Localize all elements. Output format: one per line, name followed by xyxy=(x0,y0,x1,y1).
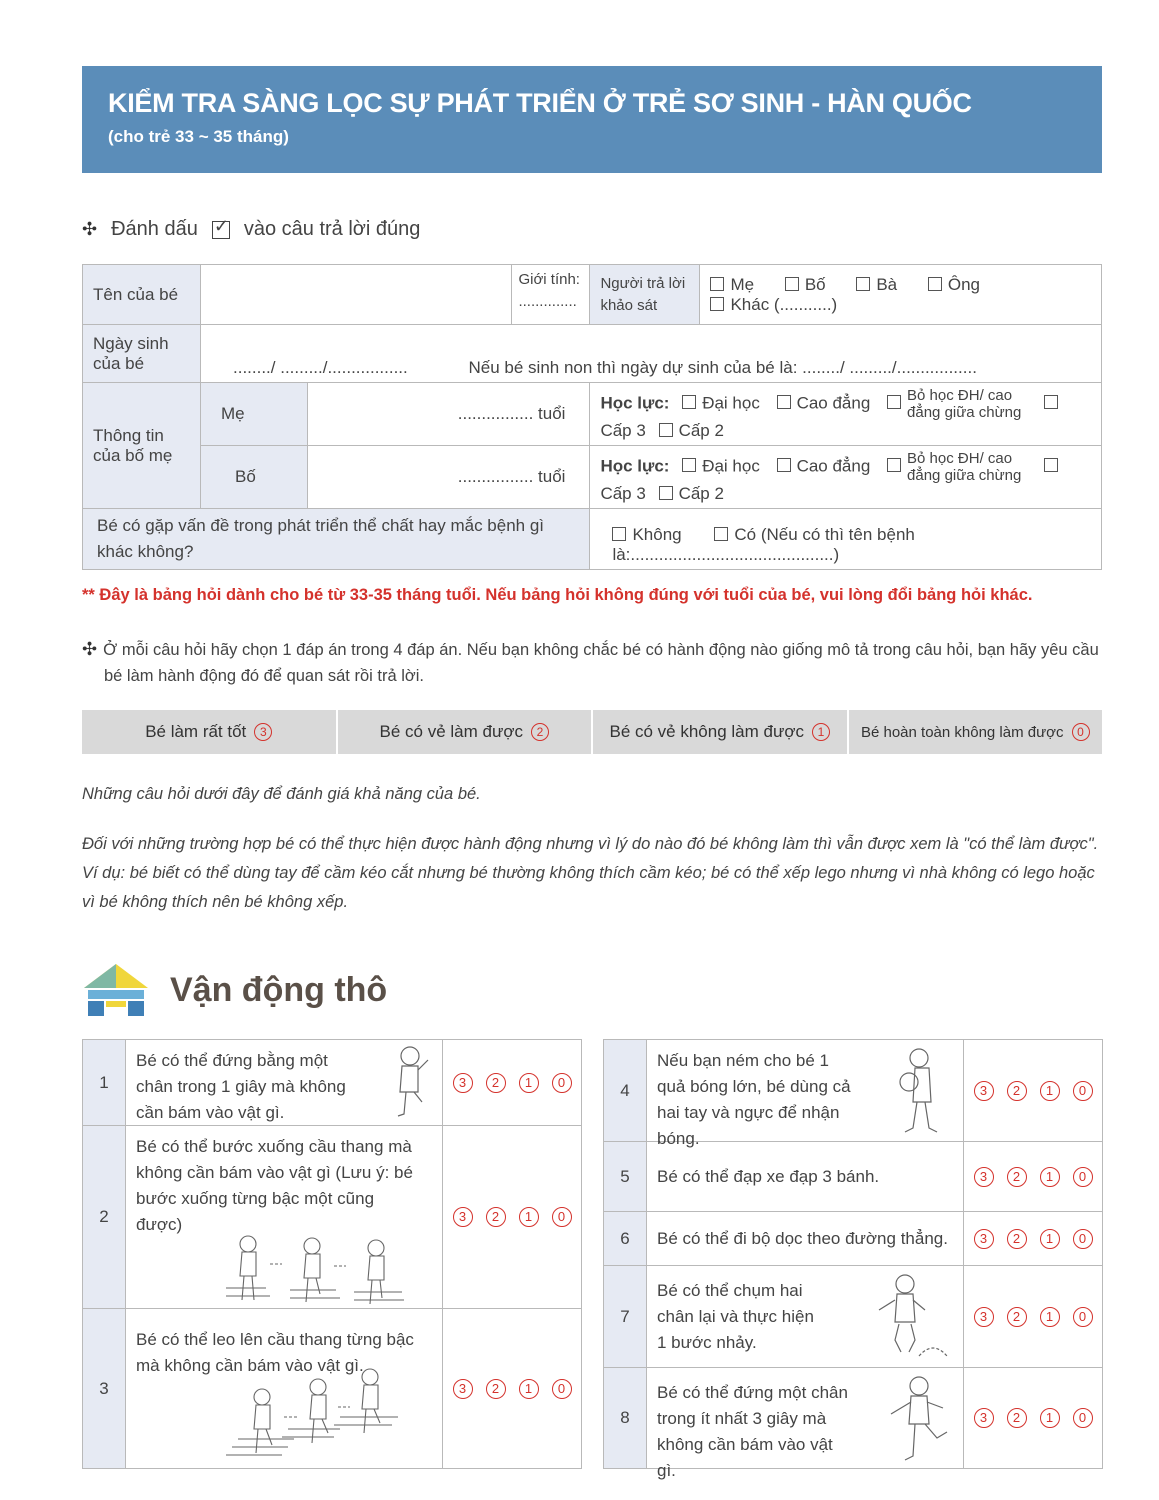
answer-3[interactable]: 3 xyxy=(974,1408,994,1428)
answer-2[interactable]: 2 xyxy=(1007,1167,1027,1187)
answer-options xyxy=(964,1212,1102,1265)
checkbox[interactable] xyxy=(1044,458,1058,472)
instruction: ✣ Đánh dấu ✓ vào câu trả lời đúng xyxy=(82,218,420,241)
italic-note-1: Những câu hỏi dưới đây để đánh giá khả năng của bé. xyxy=(82,785,481,803)
checkbox[interactable] xyxy=(682,395,696,409)
answer-0[interactable]: 0 xyxy=(1073,1307,1093,1327)
italic-note-2: Đối với những trường hợp bé có thể thực hiện được hành động nhưng vì lý do nào đó bé không làm thì vẫn được xem là "có thể làm được". Ví dụ: bé biết có thể dùng tay để cầm kéo cắt nhưng bé thường không thích cầm kéo; bé có thể xếp lego nhưng vì nhà không có lego hoặc vì bé không thích nên bé không xếp. xyxy=(82,835,1099,911)
checkbox[interactable] xyxy=(612,527,626,541)
mother-education: Học lực: Đại học Cao đẳng Bỏ học ĐH/ cao đẳng giữa chừng Cấp 3 Cấp 2 xyxy=(590,383,1102,446)
question-row: 4 Nếu bạn ném cho bé 1 quả bóng lớn, bé dùng cả hai tay và ngực để nhận bóng. 3 2 1 0 xyxy=(604,1040,1102,1142)
answer-3[interactable]: 3 xyxy=(453,1073,473,1093)
answer-0[interactable]: 0 xyxy=(552,1207,572,1227)
question-row: 2 Bé có thể bước xuống cầu thang mà không cần bám vào vật gì (Lưu ý: bé bước xuống từng bậc một cũng được) 3 2 1 0 xyxy=(83,1126,581,1309)
answer-options xyxy=(964,1266,1102,1367)
answer-3[interactable]: 3 xyxy=(974,1167,994,1187)
questions-right xyxy=(603,1039,1103,1480)
child-one-leg-icon xyxy=(388,1044,432,1120)
answer-instruction: ✣ Ở mỗi câu hỏi hãy chọn 1 đáp án trong 4 đáp án. Nếu bạn không chắc bé có hành động nào giống mô tả trong câu hỏi, bạn hãy yêu cầu bé làm hành động đó để quan sát rồi trả lời. xyxy=(82,639,1099,685)
respondent-option[interactable]: Bà xyxy=(856,275,897,295)
header-banner xyxy=(82,66,1102,173)
answer-0[interactable]: 0 xyxy=(552,1073,572,1093)
answer-1[interactable]: 1 xyxy=(519,1379,539,1399)
checkbox[interactable] xyxy=(928,277,942,291)
answer-scale xyxy=(82,710,1102,754)
answer-options xyxy=(443,1309,581,1468)
checkbox[interactable] xyxy=(682,458,696,472)
respondent-option[interactable]: Khác (...........) xyxy=(710,295,837,315)
checkbox[interactable] xyxy=(856,277,870,291)
page-subtitle: (cho trẻ 33 ~ 35 tháng) xyxy=(108,127,289,146)
section-title: Vận động thô xyxy=(170,970,388,1009)
question-row: 3 Bé có thể leo lên cầu thang từng bậc mà không cần bám vào vật gì. 3 2 1 0 xyxy=(83,1309,581,1468)
checkbox[interactable] xyxy=(777,458,791,472)
dob-label: Ngày sinh của bé xyxy=(83,325,201,383)
answer-2[interactable]: 2 xyxy=(1007,1307,1027,1327)
answer-1[interactable]: 1 xyxy=(1040,1408,1060,1428)
child-name-field[interactable] xyxy=(201,265,512,325)
house-icon xyxy=(82,962,150,1018)
parents-label: Thông tin của bố mẹ xyxy=(83,383,201,509)
checkbox[interactable] xyxy=(887,395,901,409)
stairs-down-icon xyxy=(226,1234,406,1306)
question-row: 7 Bé có thể chụm hai chân lại và thực hiện 1 bước nhảy. 3 2 1 0 xyxy=(604,1266,1102,1368)
checkbox[interactable] xyxy=(887,458,901,472)
health-options: Không Có (Nếu có thì tên bệnh là:...........................................) xyxy=(590,509,1102,570)
answer-1[interactable]: 1 xyxy=(1040,1167,1060,1187)
questions-left xyxy=(82,1039,582,1469)
answer-options xyxy=(964,1040,1102,1141)
answer-2[interactable]: 2 xyxy=(486,1379,506,1399)
child-one-leg-stand-icon xyxy=(881,1372,955,1464)
answer-0[interactable]: 0 xyxy=(1073,1408,1093,1428)
father-age[interactable]: ................ tuổi xyxy=(308,446,590,509)
answer-2[interactable]: 2 xyxy=(1007,1081,1027,1101)
father-education: Học lực: Đại học Cao đẳng Bỏ học ĐH/ cao đẳng giữa chừng Cấp 3 Cấp 2 xyxy=(590,446,1102,509)
answer-0[interactable]: 0 xyxy=(1073,1167,1093,1187)
respondent-option[interactable]: Mẹ xyxy=(710,275,754,295)
question-row: 8 Bé có thể đứng một chân trong ít nhất 3 giây mà không cần bám vào vật gì. 3 2 1 0 xyxy=(604,1368,1102,1468)
scale-item: Bé có vẻ không làm được 1 xyxy=(593,710,847,754)
child-jump-icon xyxy=(875,1270,955,1364)
answer-1[interactable]: 1 xyxy=(1040,1229,1060,1249)
answer-2[interactable]: 2 xyxy=(1007,1229,1027,1249)
question-row: 5 Bé có thể đạp xe đạp 3 bánh. 3 2 1 0 xyxy=(604,1142,1102,1212)
answer-options xyxy=(964,1368,1102,1468)
question-row: 6 Bé có thể đi bộ dọc theo đường thẳng. 3 2 1 0 xyxy=(604,1212,1102,1266)
answer-options xyxy=(964,1142,1102,1211)
age-warning: ** Đây là bảng hỏi dành cho bé từ 33-35 tháng tuổi. Nếu bảng hỏi không đúng với tuổi của bé, vui lòng đổi bảng hỏi khác. xyxy=(82,586,1033,604)
section-header xyxy=(82,962,387,1018)
dob-field[interactable]: ......../ ........./................. Nếu bé sinh non thì ngày dự sinh của bé là: ......../ ........./................. xyxy=(201,325,1102,383)
answer-0[interactable]: 0 xyxy=(1073,1229,1093,1249)
answer-3[interactable]: 3 xyxy=(974,1081,994,1101)
checkbox[interactable] xyxy=(659,486,673,500)
answer-0[interactable]: 0 xyxy=(552,1379,572,1399)
page-title: KIỂM TRA SÀNG LỌC SỰ PHÁT TRIỂN Ở TRẺ SƠ SINH - HÀN QUỐC xyxy=(108,88,972,118)
answer-2[interactable]: 2 xyxy=(486,1207,506,1227)
answer-1[interactable]: 1 xyxy=(519,1207,539,1227)
move-cross-icon: ✣ xyxy=(82,639,98,659)
checkbox[interactable] xyxy=(659,423,673,437)
answer-2[interactable]: 2 xyxy=(486,1073,506,1093)
father-label: Bố xyxy=(201,446,308,509)
answer-3[interactable]: 3 xyxy=(453,1207,473,1227)
checkbox[interactable] xyxy=(1044,395,1058,409)
respondent-options xyxy=(700,265,1102,325)
respondent-option[interactable]: Bố xyxy=(785,275,826,295)
answer-3[interactable]: 3 xyxy=(974,1307,994,1327)
answer-1[interactable]: 1 xyxy=(519,1073,539,1093)
checkbox[interactable] xyxy=(710,297,724,311)
stairs-up-icon xyxy=(222,1367,402,1459)
checked-box-icon xyxy=(212,221,230,239)
move-cross-icon: ✣ xyxy=(82,219,98,239)
scale-item: Bé làm rất tốt 3 xyxy=(82,710,336,754)
gender-cell[interactable]: Giới tính: .............. xyxy=(512,265,590,325)
answer-1[interactable]: 1 xyxy=(1040,1081,1060,1101)
checkbox[interactable] xyxy=(785,277,799,291)
checkbox[interactable] xyxy=(710,277,724,291)
child-name-label: Tên của bé xyxy=(83,265,201,325)
scale-item: Bé hoàn toàn không làm được 0 xyxy=(849,710,1103,754)
answer-3[interactable]: 3 xyxy=(453,1379,473,1399)
answer-options xyxy=(443,1040,581,1125)
checkbox[interactable] xyxy=(777,395,791,409)
answer-2[interactable]: 2 xyxy=(1007,1408,1027,1428)
info-table xyxy=(82,264,1102,570)
mother-label: Mẹ xyxy=(201,383,308,446)
mother-age[interactable]: ................ tuổi xyxy=(308,383,590,446)
respondent-label: Người trả lời khảo sát xyxy=(590,265,700,325)
respondent-option[interactable]: Ông xyxy=(928,275,980,295)
answer-1[interactable]: 1 xyxy=(1040,1307,1060,1327)
answer-options xyxy=(443,1126,581,1308)
scale-item: Bé có vẻ làm được 2 xyxy=(338,710,592,754)
question-row: 1 Bé có thể đứng bằng một chân trong 1 giây mà không cần bám vào vật gì. 3 2 1 0 xyxy=(83,1040,581,1126)
answer-0[interactable]: 0 xyxy=(1073,1081,1093,1101)
answer-3[interactable]: 3 xyxy=(974,1229,994,1249)
health-question: Bé có gặp vấn đề trong phát triển thể chất hay mắc bệnh gì khác không? xyxy=(83,509,590,570)
checkbox[interactable] xyxy=(714,527,728,541)
child-catch-ball-icon xyxy=(891,1046,947,1136)
